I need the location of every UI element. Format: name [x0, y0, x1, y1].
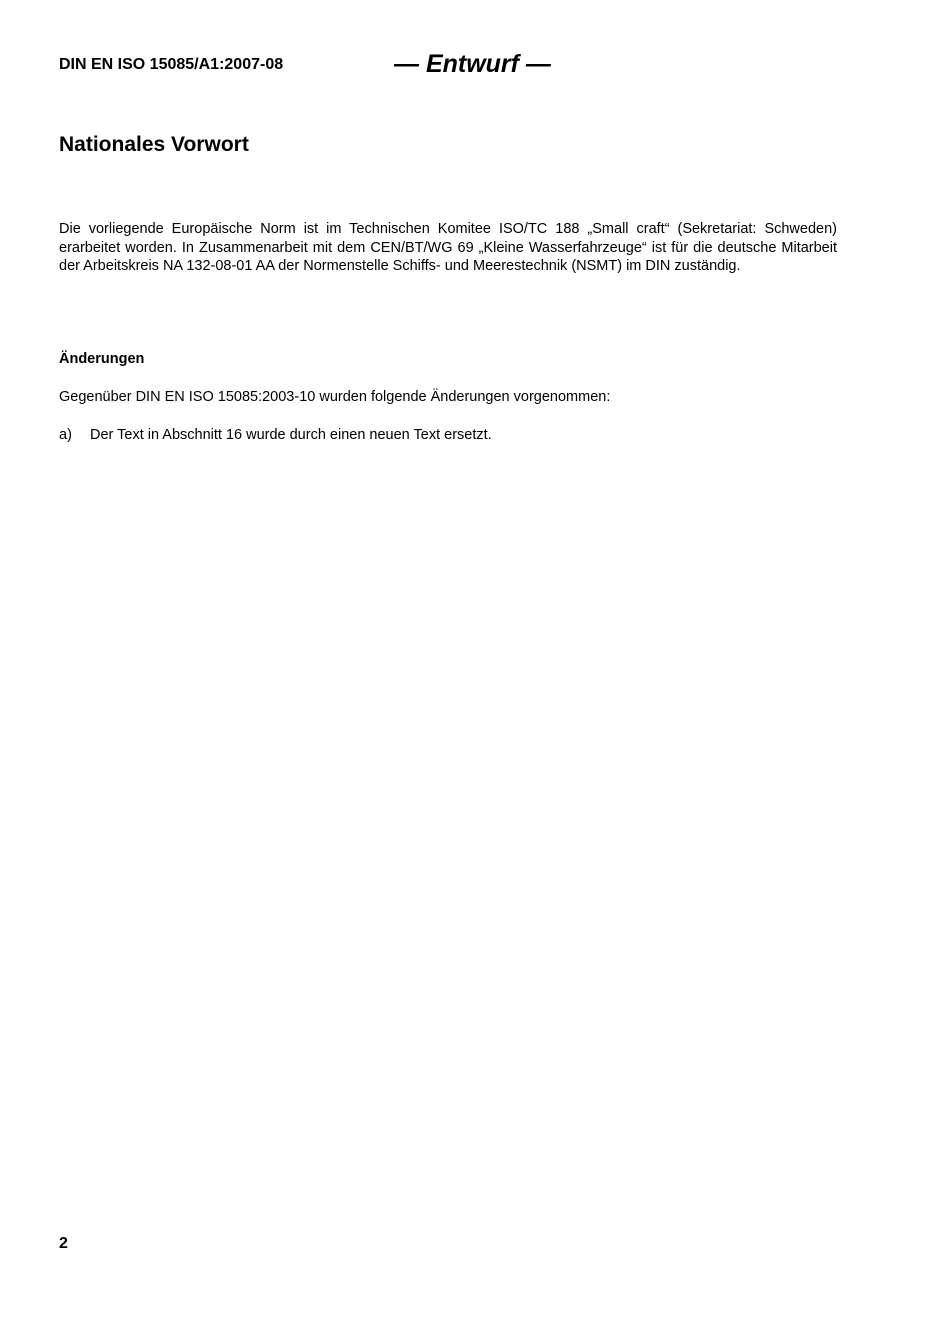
intro-paragraph: Die vorliegende Europäische Norm ist im Technischen Komitee ISO/TC 188 „Small craft“ (Sekretariat: Schweden) erarbeitet worden. In Zusammenarbeit mit dem CEN/BT/WG 69 „Kleine Wasserfahrzeuge“ ist für die deutsche Mitarbeit der Arbeitskreis NA 132-08-01 AA der Normenstelle Schiffs- und Meerestechnik (NSMT) im DIN zuständig.: [59, 221, 837, 274]
list-item-marker: a): [59, 427, 72, 443]
draft-label: — Entwurf —: [394, 50, 551, 78]
changes-intro: Gegenüber DIN EN ISO 15085:2003-10 wurden folgende Änderungen vorgenommen:: [59, 389, 611, 405]
document-id: DIN EN ISO 15085/A1:2007-08: [59, 56, 284, 73]
page-title: Nationales Vorwort: [59, 133, 249, 156]
changes-heading: Änderungen: [59, 351, 145, 367]
list-item-text: Der Text in Abschnitt 16 wurde durch einen neuen Text ersetzt.: [90, 427, 492, 443]
page-number: 2: [59, 1235, 68, 1252]
list-item: [59, 426, 492, 444]
